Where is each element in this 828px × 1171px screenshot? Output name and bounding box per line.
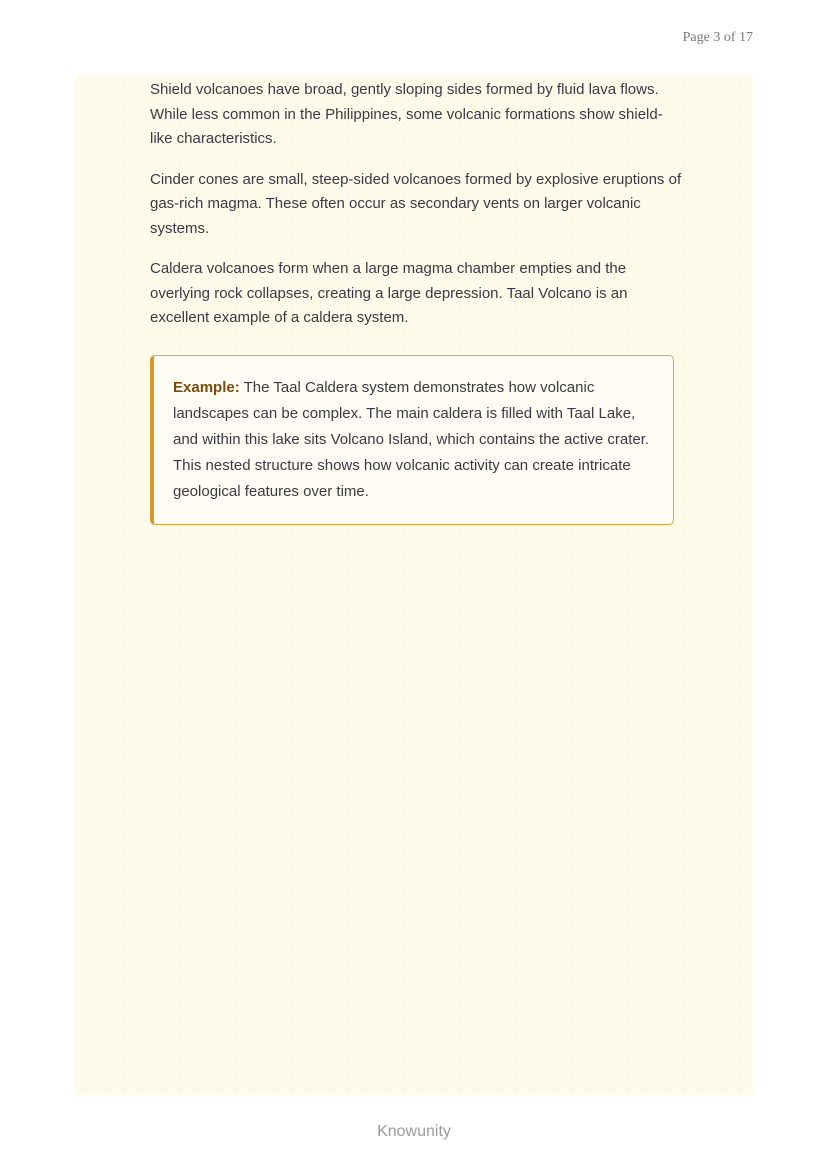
paragraph-shield-volcanoes: Shield volcanoes have broad, gently sloping sides formed by fluid lava flows. While less common in the Philippines, some volcanic formations show shield-like characteristics. bbox=[150, 81, 663, 147]
page-indicator: Page 3 of 17 bbox=[682, 30, 753, 45]
callout-text: The Taal Caldera system demonstrates how volcanic landscapes can be complex. The main caldera is filled with Taal Lake, and within this lake sits Volcano Island, which contains the active crater. This nested structure shows how volcanic activity can create intricate geological features over time. bbox=[173, 378, 650, 500]
footer-brand: Knowunity bbox=[377, 1123, 451, 1140]
example-callout bbox=[150, 355, 674, 525]
paragraph-caldera-volcanoes: Caldera volcanoes form when a large magma chamber empties and the overlying rock collapses, creating a large depression. Taal Volcano is an excellent example of a caldera system. bbox=[150, 260, 628, 326]
callout-label: Example: bbox=[173, 378, 240, 396]
paragraph-cinder-cones: Cinder cones are small, steep-sided volcanoes formed by explosive eruptions of gas-rich magma. These often occur as secondary vents on larger volcanic systems. bbox=[150, 170, 682, 237]
document-page bbox=[75, 75, 753, 1095]
page-content bbox=[150, 78, 685, 525]
